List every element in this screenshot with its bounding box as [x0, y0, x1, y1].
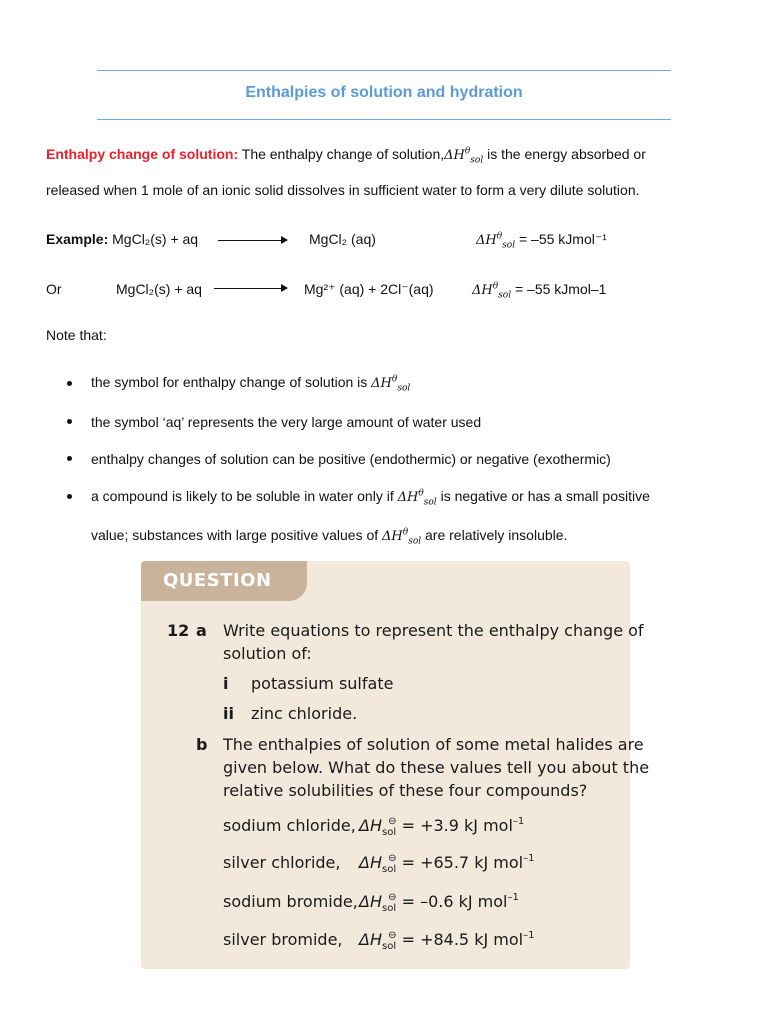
bullet [67, 494, 72, 499]
compound-name: sodium chloride, [223, 816, 356, 835]
definition-text-1: The enthalpy change of solution, [238, 146, 445, 162]
part-a-line-2: solution of: [223, 644, 312, 663]
dh-sol-symbol: $\Delta H^\theta_{sol}$ [397, 488, 437, 508]
definition-text-2: is the energy absorbed or [483, 146, 646, 162]
note-3: enthalpy changes of solution can be positive (endothermic) or negative (exothermic) [91, 451, 611, 467]
compound-name: silver chloride, [223, 853, 341, 872]
top-rule [97, 70, 671, 71]
sub-i-text: potassium sulfate [251, 674, 394, 693]
dh-sol-symbol: $\Delta H^\theta_{sol}$ [472, 281, 512, 301]
compound-name: silver bromide, [223, 930, 343, 949]
example-value-2: $\Delta H^\theta_{sol} = -55$ kJmol–1 [472, 281, 607, 301]
bullet [67, 456, 72, 461]
compound-value: $\Delta H_{sol}^⊖ = -0.6$ kJ mol$^{-1}$ [359, 892, 519, 914]
reaction-arrow-2 [214, 288, 286, 289]
part-a-label: a [196, 621, 207, 640]
example-label: Example: [46, 231, 109, 247]
part-b-line-3: relative solubilities of these four compounds? [223, 781, 588, 800]
dh-sol-symbol: $\Delta H^\theta_{sol}$ [444, 146, 484, 166]
or-label: Or [46, 281, 62, 297]
definition-term: Enthalpy change of solution: [46, 146, 239, 162]
bullet [67, 381, 72, 386]
definition-line-1 [46, 146, 646, 166]
definition-line-2: released when 1 mole of an ionic solid dissolves in sufficient water to form a very dilute solution. [46, 182, 640, 198]
bullet [67, 419, 72, 424]
dh-sol-symbol: $\Delta H^\theta_{sol}$ [371, 374, 411, 394]
question-box [141, 561, 650, 969]
part-b-line-1: The enthalpies of solution of some metal halides are [223, 735, 644, 754]
example-line [46, 231, 198, 247]
sub-ii-label: ii [223, 704, 234, 723]
note-4-cont: value; substances with large positive values of $\Delta H^\theta_{sol}$ are relatively insoluble. [91, 527, 568, 547]
example-product-2: Mg²⁺ (aq) + 2Cl⁻(aq) [304, 281, 434, 297]
dh-sol-symbol: $\Delta H^\theta_{sol}$ [476, 231, 516, 251]
part-b-line-2: given below. What do these values tell you about the [223, 758, 650, 777]
note-1: the symbol for enthalpy change of solution is $\Delta H^\theta_{sol}$ [91, 374, 411, 394]
compound-value: $\Delta H_{sol}^⊖ = +65.7$ kJ mol$^{-1}$ [359, 853, 535, 875]
note-4: a compound is likely to be soluble in water only if $\Delta H^\theta_{sol}$ is negative or has a small positive [91, 488, 650, 508]
question-tab: QUESTION [141, 561, 307, 601]
example-product: MgCl₂ (aq) [309, 231, 376, 247]
reaction-arrow-1 [218, 240, 286, 241]
title-rule [97, 119, 671, 120]
note-heading: Note that: [46, 327, 107, 343]
example-reactant: MgCl₂(s) + aq [112, 231, 199, 247]
part-a-line-1: Write equations to represent the enthalpy change of [223, 621, 644, 640]
example-value: $\Delta H^\theta_{sol} = -55$ kJmol⁻¹ [476, 231, 607, 251]
part-b-label: b [196, 735, 208, 754]
sub-ii-text: zinc chloride. [251, 704, 358, 723]
compound-value: $\Delta H_{sol}^⊖ = +3.9$ kJ mol$^{-1}$ [359, 816, 525, 838]
compound-value: $\Delta H_{sol}^⊖ = +84.5$ kJ mol$^{-1}$ [359, 930, 535, 952]
sub-i-label: i [223, 674, 229, 693]
compound-name: sodium bromide, [223, 892, 358, 911]
note-2: the symbol ‘aq’ represents the very large amount of water used [91, 414, 482, 430]
page-title: Enthalpies of solution and hydration [245, 84, 523, 101]
dh-sol-symbol: $\Delta H^\theta_{sol}$ [382, 527, 422, 547]
question-number: 12 [167, 621, 190, 640]
example-reactant-2: MgCl₂(s) + aq [116, 281, 202, 297]
